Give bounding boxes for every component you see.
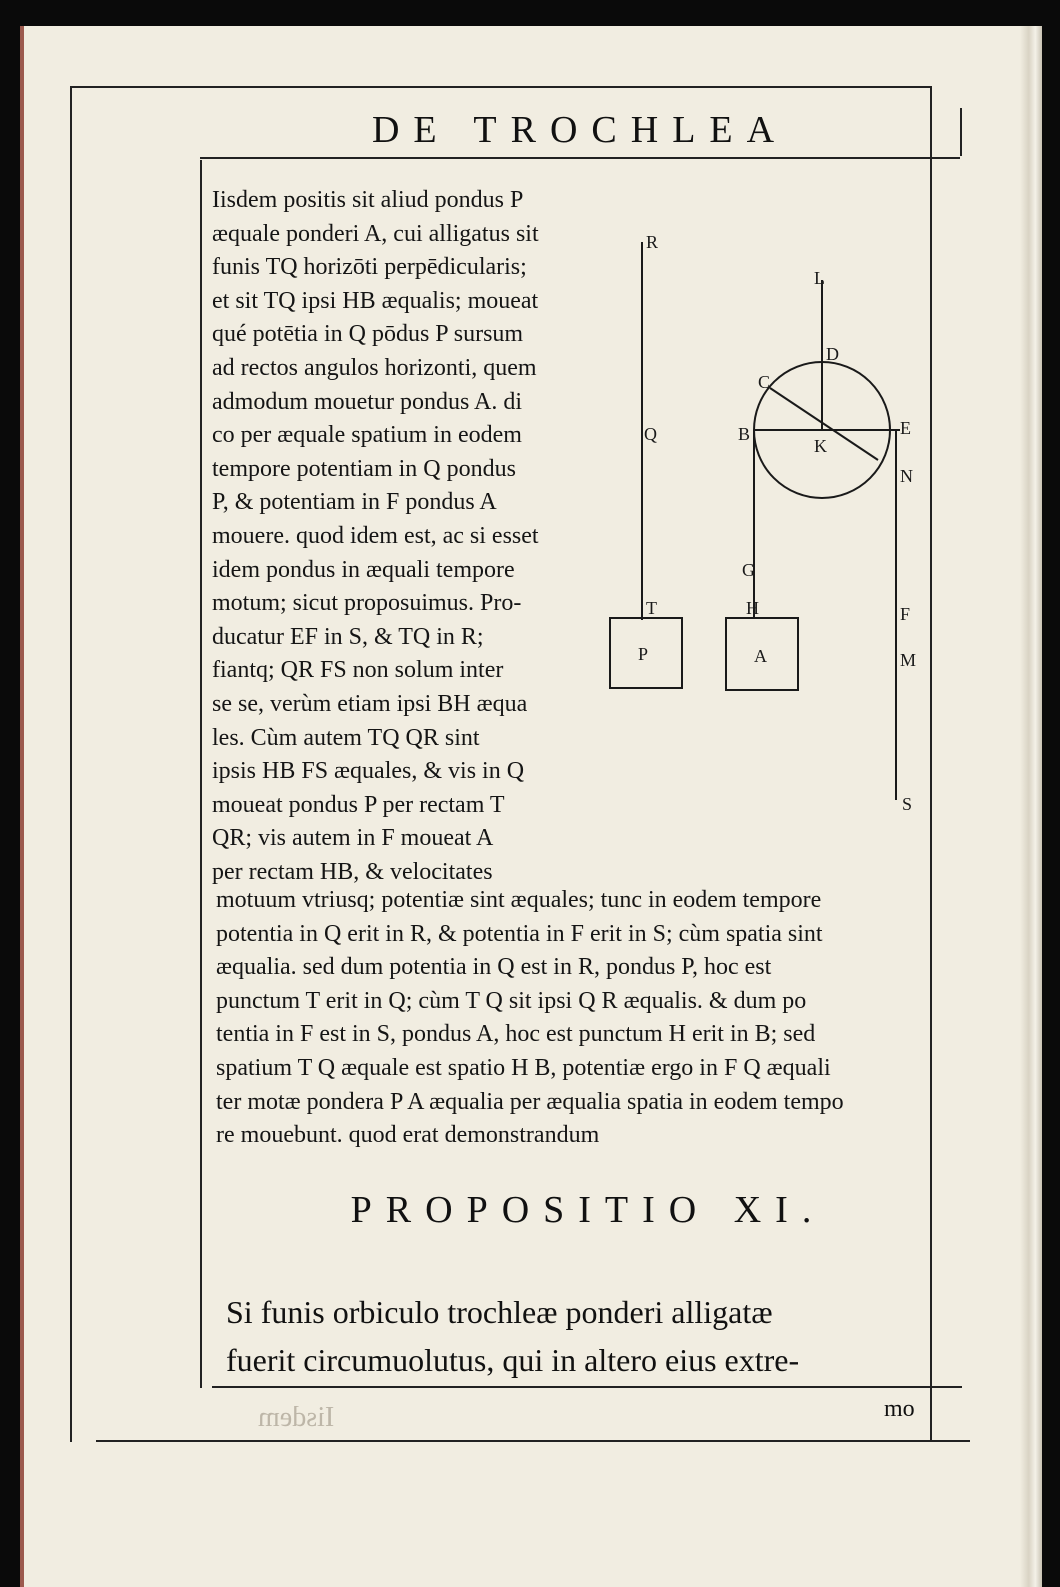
text-line: idem pondus in æquali tempore [212,556,515,583]
text-line: æquale ponderi A, cui alligatus sit [212,220,539,247]
label-L: L [814,268,825,288]
text-line: P, & potentiam in F pondus A [212,489,497,516]
catchword: mo [884,1396,915,1422]
label-E: E [900,418,911,438]
text-line: spatium T Q æquale est spatio H B, potentiæ ergo in F Q æquali [216,1054,831,1081]
label-D: D [826,344,839,364]
running-head: DE TROCHLEA [200,108,962,156]
text-line: Si funis orbiculo trochleæ ponderi alligatæ [226,1294,773,1330]
text-frame-bottom-rule [212,1386,962,1388]
header-rule [200,157,960,159]
text-line: funis TQ horizōti perpēdicularis; [212,254,527,281]
text-line: punctum T erit in Q; cùm T Q sit ipsi Q R æqualis. & dum po [216,987,807,1014]
label-C: C [758,372,771,392]
label-B: B [738,424,751,444]
text-line: les. Cùm autem TQ QR sint [212,724,480,751]
page-gutter [1020,26,1042,1587]
label-N: N [900,466,913,486]
label-S: S [902,794,913,814]
text-line: motum; sicut proposuimus. Pro- [212,590,522,617]
text-line: ipsis HB FS æquales, & vis in Q [212,758,525,785]
label-Q: Q [644,424,657,444]
upper-paragraph [212,184,588,889]
text-line: et sit TQ ipsi HB æqualis; moueat [212,287,539,314]
lower-paragraph [216,884,956,1153]
label-K: K [814,436,827,456]
proposition-text [226,1288,958,1384]
text-line: se se, verùm etiam ipsi BH æqua [212,690,528,717]
label-H: H [746,598,759,618]
text-line: tempore potentiam in Q pondus [212,455,516,482]
proposition-title: PROPOSITIO XI. [350,1189,826,1231]
text-line: ad rectos angulos horizonti, quem [212,354,537,381]
text-line: co per æquale spatium in eodem [212,422,522,449]
label-M: M [900,650,917,670]
text-line: moueat pondus P per rectam T [212,791,505,818]
label-G: G [742,560,755,580]
text-line: motuum vtriusq; potentiæ sint æquales; tunc in eodem tempore [216,887,822,913]
text-line: fiantq; QR FS non solum inter [212,657,504,684]
show-through-text: Iisdem [258,1402,335,1433]
label-A: A [754,646,767,666]
text-line: Iisdem positis sit aliud pondus P [212,187,524,213]
outer-frame-bottom-rule [96,1440,970,1442]
label-F: F [900,604,911,624]
text-line: ter motæ pondera P A æqualia per æqualia spatia in eodem tempo [216,1088,844,1115]
text-line: re mouebunt. quod erat demonstrandum [216,1122,600,1149]
text-line: mouere. quod idem est, ac si esset [212,522,539,549]
text-line: qué potētia in Q pōdus P sursum [212,321,524,348]
label-T: T [646,598,657,618]
text-line: tentia in F est in S, pondus A, hoc est punctum H erit in B; sed [216,1021,816,1048]
text-line: QR; vis autem in F moueat A [212,825,494,852]
text-line: per rectam HB, & velocitates [212,858,493,885]
text-line: admodum mouetur pondus A. di [212,388,522,415]
text-line: æqualia. sed dum potentia in Q est in R, pondus P, hoc est [216,954,772,981]
pulley-diagram [600,220,940,840]
text-line: potentia in Q erit in R, & potentia in F erit in S; cùm spatia sint [216,920,823,947]
label-P: P [638,644,649,664]
label-R: R [646,232,659,252]
text-line: ducatur EF in S, & TQ in R; [212,623,484,650]
text-line: fuerit circumuolutus, qui in altero eius extre- [226,1342,800,1378]
